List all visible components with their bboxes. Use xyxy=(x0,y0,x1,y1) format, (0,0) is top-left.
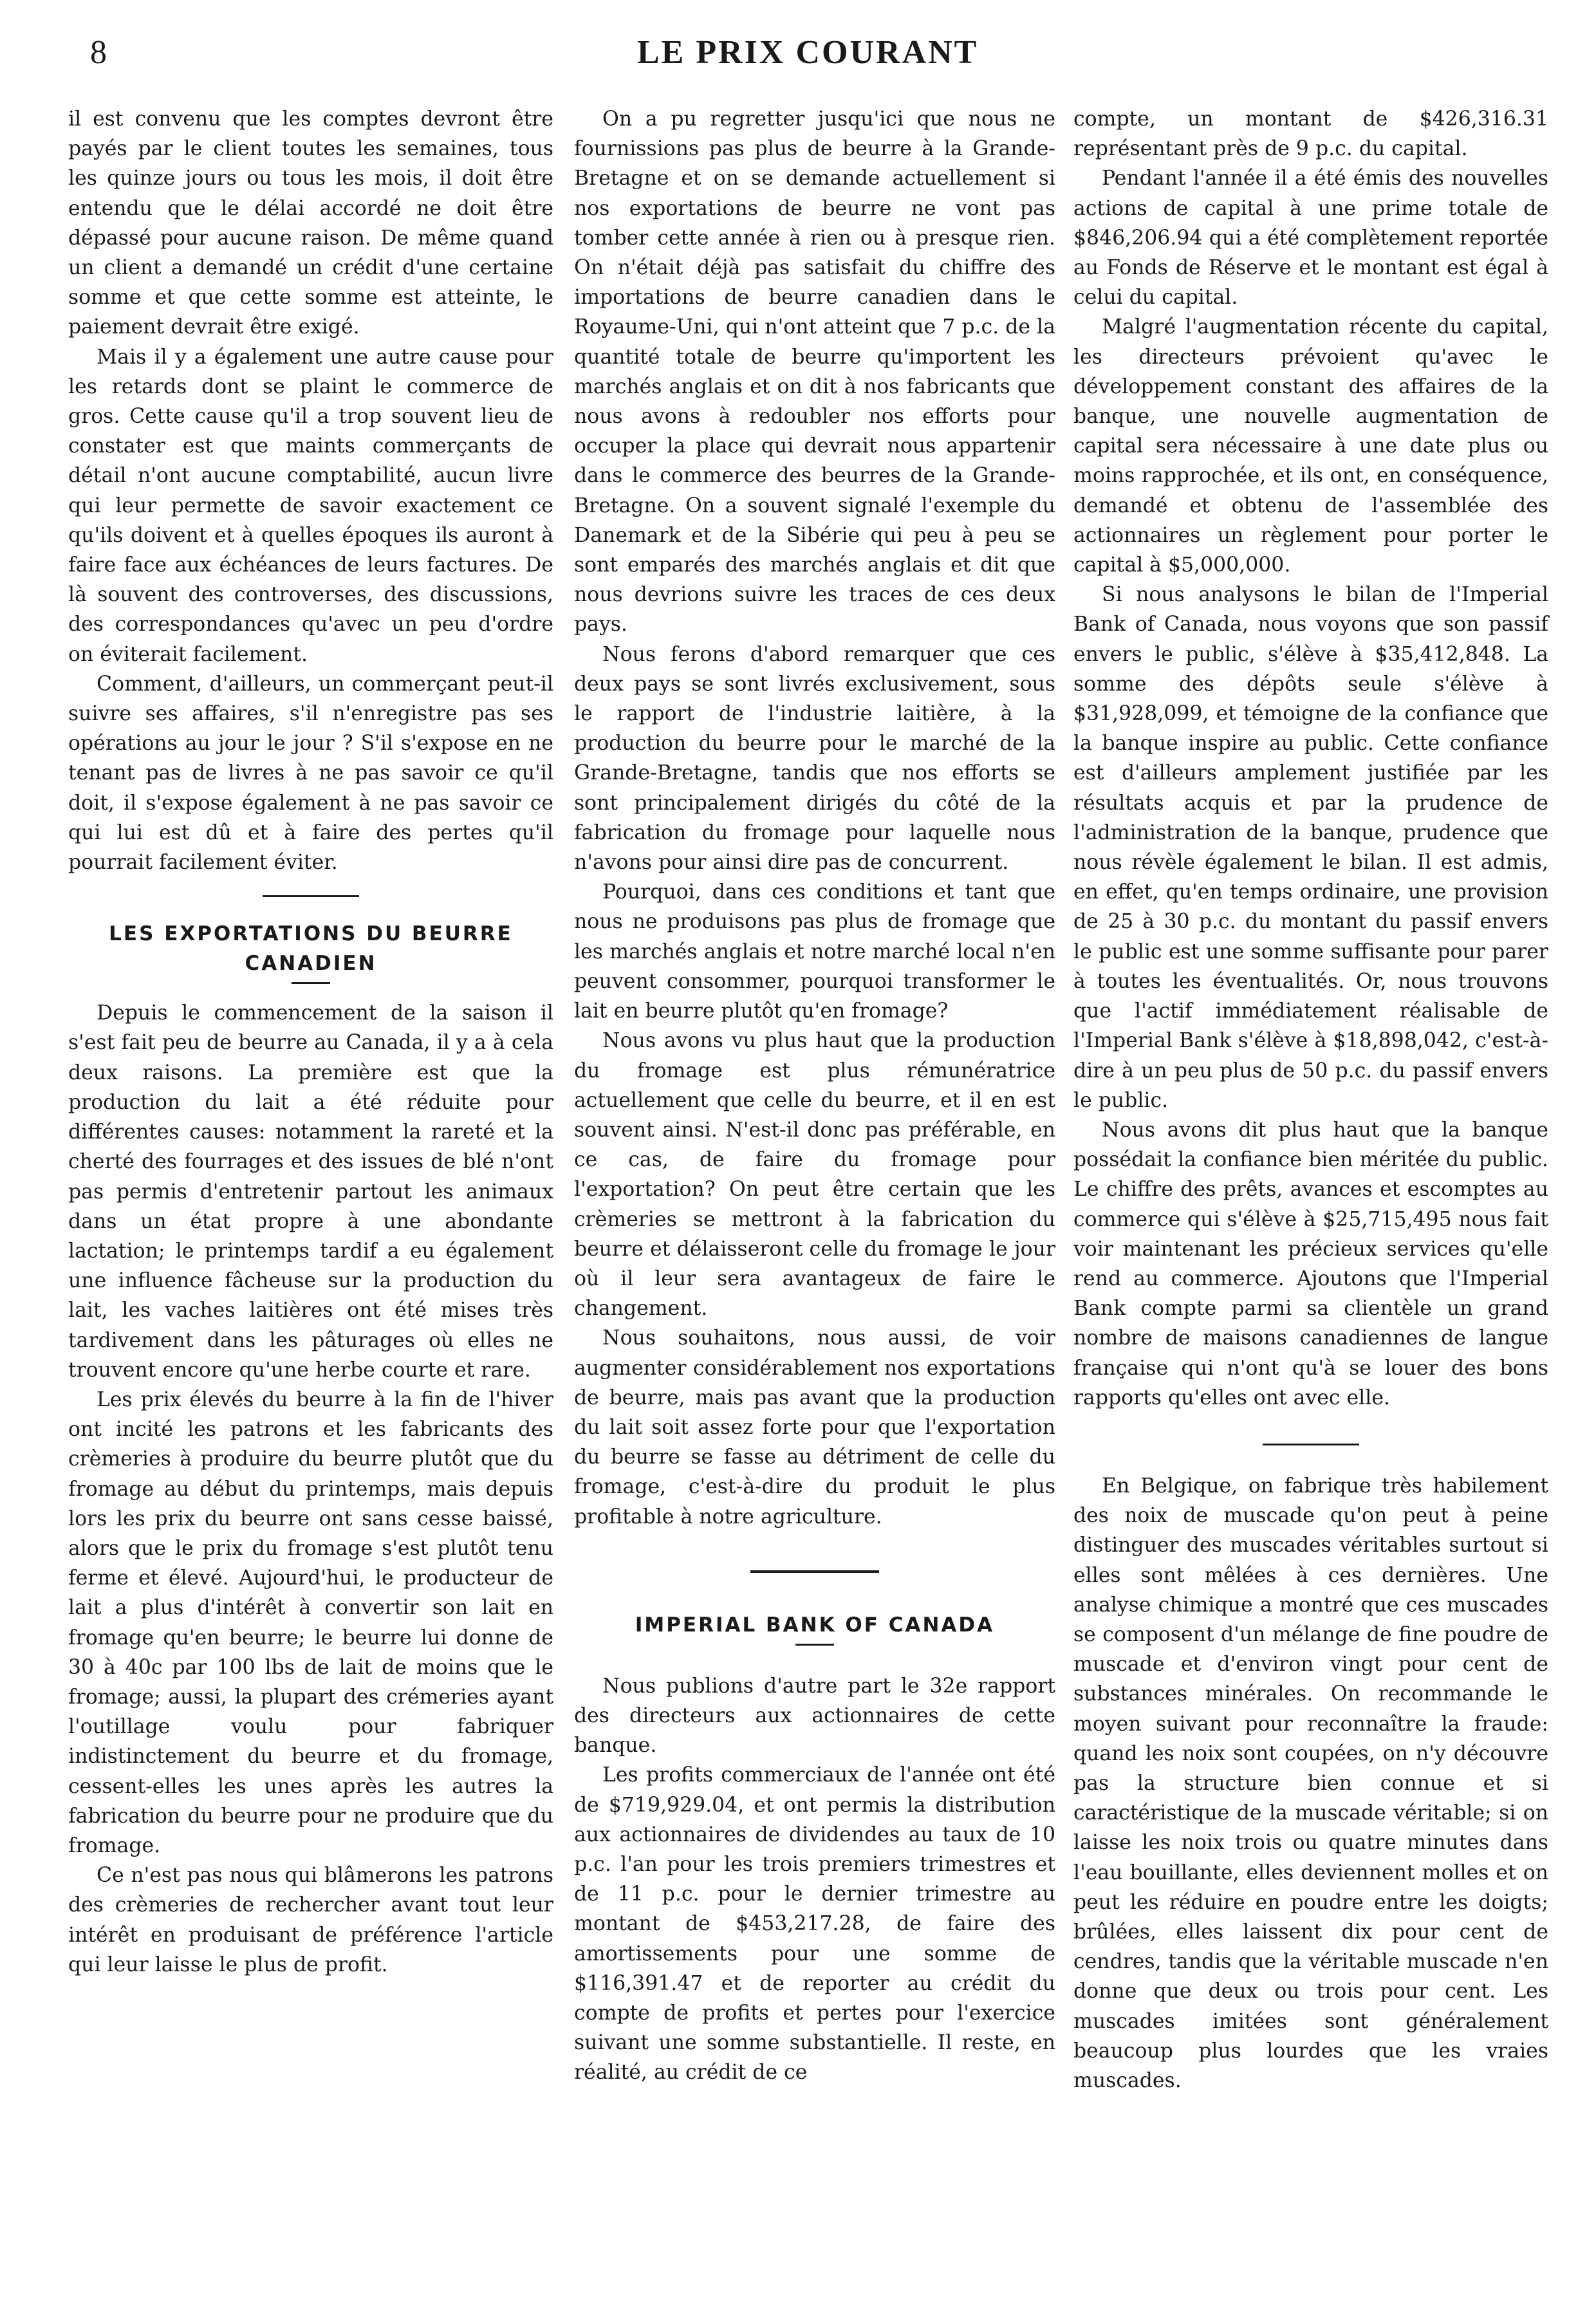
paragraph: En Belgique, on fabrique très habilement des noix de muscade qu'on peut à peine distinguer des muscades véritables surtout si elles sont mêlées à ces dernières. Une analyse chimique a montré que ces muscades se composent d'un mélange de fine poudre de muscade et d'environ vingt pour cent de substances minérales. On recommande le moyen suivant pour reconnaître la fraude: quand les noix sont coupées, on n'y découvre pas la structure bien connue et si caractéristique de la muscade véritable; si on laisse les noix trois ou quatre minutes dans l'eau bouillante, elles deviennent molles et on peut les réduire en poudre entre les doigts; brûlées, elles laissent dix pour cent de cendres, tandis que la véritable muscade n'en donne que deux ou trois pour cent. Les muscades imitées sont généralement beaucoup plus lourdes que les vraies muscades. xyxy=(1073,1474,1548,2092)
column-3 xyxy=(1073,104,1548,2095)
column-1 xyxy=(68,104,553,1980)
paragraph: Nous souhaitons, nous aussi, de voir augmenter considérablement nos exportations de beurre, mais pas avant que la production du lait soit assez forte pour que l'exportation du beurre se fasse au détriment de celle du fromage, c'est-à-dire du produit le plus profitable à notre agriculture. xyxy=(574,1326,1055,1528)
paragraph: Depuis le commencement de la saison il s'est fait peu de beurre au Canada, il y a à cela deux raisons. La première est que la production du lait a été réduite pour différentes causes: notamment la rareté et la cherté des fourrages et des issues de blé n'ont pas permis d'entretenir partout les animaux dans un état propre à une abondante lactation; le printemps tardif a eu également une influence fâcheuse sur la production du lait, les vaches laitières ont été mises très tardivement dans les pâturages où elles ne trouvent encore qu'une herbe courte et rare. xyxy=(68,1001,553,1382)
paragraph: Nous ferons d'abord remarquer que ces deux pays se sont livrés exclusivement, sous le rapport de l'industrie laitière, à la production du beurre pour le marché de la Grande-Bretagne, tandis que nos efforts se sont principalement dirigés du côté de la fabrication du fromage pour laquelle nous n'avons pour ainsi dire pas de concurrent. xyxy=(574,642,1055,875)
article-heading: IMPERIAL BANK OF CANADA xyxy=(635,1613,995,1637)
section-divider xyxy=(263,895,359,897)
paragraph: Pendant l'année il a été émis des nouvelles actions de capital à une prime totale de $846,206.94 qui a été complètement reportée au Fonds de Réserve et le montant est égal à celui du capital. xyxy=(1073,167,1548,310)
paragraph: Nous publions d'autre part le 32e rapport des directeurs aux actionnaires de cette banque. xyxy=(574,1674,1055,1758)
paragraph: Les profits commerciaux de l'année ont été de $719,929.04, et ont permis la distribution aux actionnaires de dividendes au taux de 10 p.c. l'an pour les trois premiers trimestres et de 11 p.c. pour le dernier trimestre au montant de $453,217.28, de faire des amortissements pour une somme de $116,391.47 et de reporter au crédit du compte de profits et pertes pour l'exercice suivant une somme substantielle. Il reste, en réalité, au crédit de ce xyxy=(574,1763,1055,2085)
paragraph: Nous avons dit plus haut que la banque possédait la confiance bien méritée du public. Le chiffre des prêts, avances et escomptes au commerce qui s'élève à $25,715,495 nous fait voir maintenant les précieux services qu'elle rend au commerce. Ajoutons que l'Imperial Bank compte parmi sa clientèle un grand nombre de maisons canadiennes de langue française qui n'ont qu'à se louer des bons rapports qu'elles ont avec elle. xyxy=(1073,1118,1548,1409)
section-divider xyxy=(1263,1444,1359,1445)
paragraph: Malgré l'augmentation récente du capital, les directeurs prévoient qu'avec le développement constant des affaires de la banque, une nouvelle augmentation de capital sera nécessaire à une date plus ou moins rapprochée, et ils ont, en conséquence, demandé et obtenu de l'assemblée des actionnaires un règlement pour porter le capital à $5,000,000. xyxy=(1073,315,1548,577)
section-divider xyxy=(750,1570,879,1573)
heading-underline xyxy=(292,982,330,984)
paragraph: Pourquoi, dans ces conditions et tant que nous ne produisons pas plus de fromage que les marchés anglais et notre marché local n'en peuvent consommer, pourquoi transformer le lait en beurre plutôt qu'en fromage? xyxy=(574,880,1055,1023)
heading-underline xyxy=(795,1644,834,1646)
paragraph: Comment, d'ailleurs, un commerçant peut-il suivre ses affaires, s'il n'enregistre pas ses opérations au jour le jour ? S'il s'expose en ne tenant pas de livres à ne pas savoir ce qu'il doit, il s'expose également à ne pas savoir ce qui lui est dû et à faire des pertes qu'il pourrait facilement éviter. xyxy=(68,672,553,875)
page-number: 8 xyxy=(90,34,107,71)
paragraph: Nous avons vu plus haut que la production du fromage est plus rémunératrice actuellement que celle du beurre, et il en est souvent ainsi. N'est-il donc pas préférable, en ce cas, de faire du fromage pour l'exportation? On peut être certain que les crèmeries se mettront à la fabrication du beurre et délaisseront celle du fromage le jour où il leur sera avantageux de faire le changement. xyxy=(574,1029,1055,1321)
article-heading: LES EXPORTATIONS DU BEURRE CANADIEN xyxy=(109,922,513,976)
paragraph: Les prix élevés du beurre à la fin de l'hiver ont incité les patrons et les fabricants des crèmeries à produire du beurre plutôt que du fromage au début du printemps, mais depuis lors les prix du beurre ont sans cesse baissé, alors que le prix du fromage s'est plutôt tenu ferme et élevé. Aujourd'hui, le producteur de lait a plus d'intérêt à convertir son lait en fromage qu'en beurre; le beurre lui donne de 30 à 40c par 100 lbs de lait de moins que le fromage; aussi, la plupart des crémeries ayant l'outillage voulu pour fabriquer indistinctement du beurre et du fromage, cessent-elles les unes après les autres la fabrication du beurre pour ne produire que du fromage. xyxy=(68,1388,553,1857)
paragraph: Mais il y a également une autre cause pour les retards dont se plaint le commerce de gros. Cette cause qu'il a trop souvent lieu de constater est que maints commerçants de détail n'ont aucune comptabilité, aucun livre qui leur permette de savoir exactement ce qu'ils doivent et à quelles époques ils auront à faire face aux échéances de leurs factures. De là souvent des controverses, des discussions, des correspondances qu'avec un peu d'ordre on éviterait facilement. xyxy=(68,345,553,666)
paragraph: Si nous analysons le bilan de l'Imperial Bank of Canada, nous voyons que son passif envers le public, s'élève à $35,412,848. La somme des dépôts seule s'élève à $31,928,099, et témoigne de la confiance que la banque inspire au public. Cette confiance est d'ailleurs amplement justifiée par les résultats acquis et par la prudence de l'administration de la banque, prudence que nous révèle également le bilan. Il est admis, en effet, qu'en temps ordinaire, une provision de 25 à 30 p.c. du montant du passif envers le public est une somme suffisante pour parer à toutes les éventualités. Or, nous trouvons que l'actif immédiatement réalisable de l'Imperial Bank s'élève à $18,898,042, c'est-à-dire à un peu plus de 50 p.c. du passif envers le public. xyxy=(1073,583,1548,1112)
paragraph: compte, un montant de $426,316.31 représentant près de 9 p.c. du capital. xyxy=(1073,107,1548,161)
paragraph: il est convenu que les comptes devront être payés par le client toutes les semaines, tous les quinze jours ou tous les mois, il doit être entendu que le délai accordé ne doit être dépassé pour aucune raison. De même quand un client a demandé un crédit d'une certaine somme et que cette somme est atteinte, le paiement devrait être exigé. xyxy=(68,107,553,339)
running-head: LE PRIX COURANT xyxy=(637,34,979,71)
column-2 xyxy=(574,104,1055,2088)
paragraph: Ce n'est pas nous qui blâmerons les patrons des crèmeries de rechercher avant tout leur intérêt en produisant de préférence l'article qui leur laisse le plus de profit. xyxy=(68,1864,553,1976)
paragraph: On a pu regretter jusqu'ici que nous ne fournissions pas plus de beurre à la Grande-Bretagne et on se demande actuellement si nos exportations de beurre ne vont pas tomber cette année à rien ou à presque rien. On n'était déjà pas satisfait du chiffre des importations de beurre canadien dans le Royaume-Uni, qui n'ont atteint que 7 p.c. de la quantité totale de beurre qu'importent les marchés anglais et on dit à nos fabricants que nous avons à redoubler nos efforts pour occuper la place qui devrait nous appartenir dans le commerce des beurres de la Grande-Bretagne. On a souvent signalé l'exemple du Danemark et de la Sibérie qui peu à peu se sont emparés des marchés anglais et dit que nous devrions suivre les traces de ces deux pays. xyxy=(574,107,1055,636)
